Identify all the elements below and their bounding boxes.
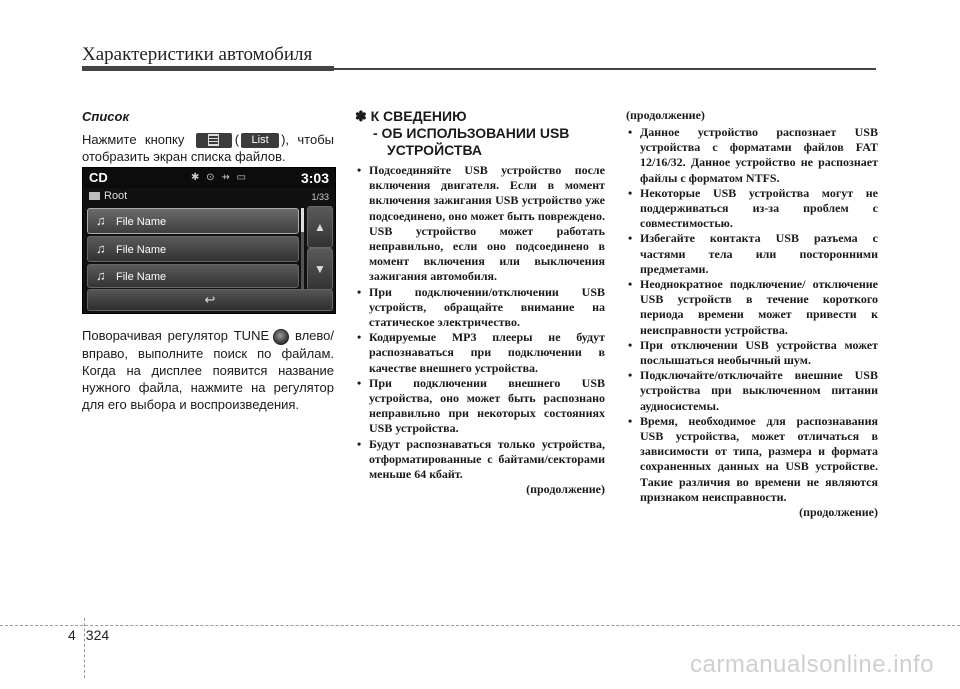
- list-item: • Избегайте контакта USB разъема с частями тела или посторонними предметами.: [626, 231, 878, 277]
- file-name: File Name: [116, 271, 167, 283]
- file-name: File Name: [116, 244, 167, 256]
- caution-subtitle-line1: - ОБ ИСПОЛЬЗОВАНИИ USB: [373, 125, 570, 141]
- caution-title: ✽ К СВЕДЕНИЮ: [355, 108, 467, 124]
- usb-caution-section: [355, 108, 605, 497]
- file-list-item[interactable]: [87, 264, 299, 288]
- list-scrollbar[interactable]: [301, 208, 304, 290]
- list-item: • При подключении внешнего USB устройства, оно может быть распознано неправильно при некоторых состояниях USB устройства.: [355, 376, 605, 437]
- menu-icon: [208, 134, 219, 146]
- tune-instruction: [82, 327, 334, 413]
- page-header-title: Характеристики автомобиля: [82, 44, 313, 65]
- file-count: 1/33: [311, 192, 329, 202]
- caution-subtitle-line2: УСТРОЙСТВА: [387, 142, 482, 158]
- list-button-graphic: List: [241, 133, 279, 148]
- music-note-icon: ♫: [96, 213, 106, 228]
- tune-instruction-text-after: влево/вправо, выполните поиск по файлам. Когда на дисплее появится название нужного файла, нажмите на регулятор для его выбора и воспроизведения.: [82, 328, 334, 412]
- scroll-down-button[interactable]: ▼: [307, 248, 333, 290]
- scroll-thumb[interactable]: [301, 208, 304, 232]
- continued-label: (продолжение): [799, 505, 878, 520]
- status-icons: ✱ ⊙ ⇸ ▭: [191, 172, 248, 183]
- page-number: [68, 627, 109, 643]
- watermark-text: carmanualsonline.info: [690, 651, 934, 678]
- list-item: • Кодируемые MP3 плееры не будут распознаваться при подключении в качестве внешнего устройства.: [355, 330, 605, 376]
- usb-caution-continued-section: [626, 108, 878, 520]
- scroll-up-button[interactable]: ▲: [307, 206, 333, 248]
- list-item: • Подключайте/отключайте внешние USB устройства при выключенном питании аудиосистемы.: [626, 368, 878, 414]
- list-instruction-text-before: Нажмите кнопку: [82, 132, 185, 147]
- caution-list-continued: [626, 125, 878, 505]
- cd-file-list-screen: [82, 167, 336, 314]
- root-folder-text: Root: [104, 190, 128, 202]
- file-name: File Name: [116, 216, 167, 228]
- list-item: • Время, необходимое для распознавания USB устройства, может отличаться в зависимости от типа, размера и формата сохраненных данных на USB устройстве. Такие различия во времени не являются признаком неисправности.: [626, 414, 878, 505]
- list-section: [82, 108, 334, 165]
- file-list-item[interactable]: [87, 236, 299, 262]
- file-list-item[interactable]: [87, 208, 299, 234]
- continued-label: (продолжение): [526, 482, 605, 497]
- list-item: • Подсоединяйте USB устройство после включения двигателя. Если в момент включения зажигания USB устройство уже подсоединено, оно может быть повреждено. USB устройство может работать неправильно, если оно подсоединено в момент включения или выключения зажигания автомобиля.: [355, 163, 605, 285]
- screen-mode-label: CD: [89, 170, 108, 185]
- tune-knob-icon: [273, 329, 289, 345]
- list-item: • При подключении/отключении USB устройств, обращайте внимание на статическое электричество.: [355, 285, 605, 331]
- screen-clock: 3:03: [300, 170, 329, 186]
- footer-rule: [0, 625, 960, 626]
- back-button[interactable]: ↩: [87, 289, 333, 311]
- folder-icon: [89, 192, 100, 200]
- menu-button-graphic: [196, 133, 232, 148]
- list-item: • При отключении USB устройства может послышаться необычный шум.: [626, 338, 878, 368]
- caution-list: [355, 163, 605, 482]
- music-note-icon: ♫: [96, 241, 106, 256]
- list-item: • Неоднократное подключение/ отключение USB устройств в течение короткого периода времени может привести к неисправности устройства.: [626, 277, 878, 338]
- root-folder-label: [89, 190, 127, 202]
- tune-instruction-text-before: Поворачивая регулятор TUNE: [82, 328, 270, 343]
- music-note-icon: ♫: [96, 268, 106, 283]
- list-instruction: [82, 131, 334, 165]
- list-item: • Будут распознаваться только устройства, отформатированные с байтами/секторами меньше 64 кбайт.: [355, 437, 605, 483]
- chapter-number: 4: [68, 627, 76, 643]
- list-item: • Данное устройство распознает USB устройства с форматами файлов FAT 12/16/32. Данное устройство не распознает файлы с форматом NTFS.: [626, 125, 878, 186]
- header-rule: [82, 68, 876, 70]
- list-item: • Некоторые USB устройства могут не поддерживаться из-за проблем с совместимостью.: [626, 186, 878, 232]
- continued-heading: (продолжение): [626, 108, 705, 122]
- list-instruction-text-after: ), чтобы отобразить экран списка файлов.: [82, 132, 334, 165]
- paren-open: (: [234, 132, 240, 147]
- page-number-value: 324: [85, 627, 110, 643]
- list-section-heading: Список: [82, 109, 130, 124]
